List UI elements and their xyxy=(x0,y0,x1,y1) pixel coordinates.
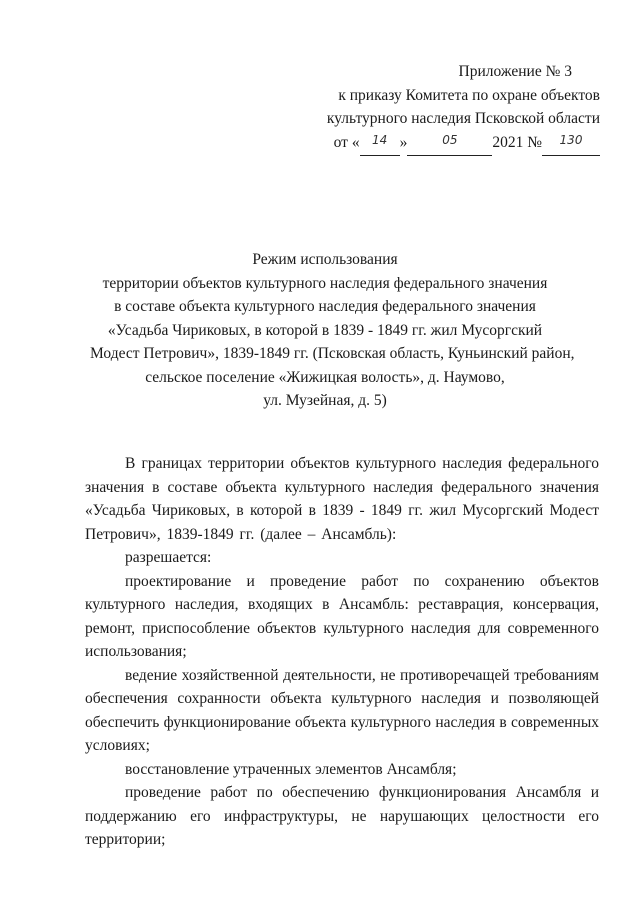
order-date-line xyxy=(300,131,600,157)
permitted-item: ведение хозяйственной деятельности, не противоречащей требованиям обеспечения сохранности объекта культурного наследия и позволяющей обеспечить функционирование объекта культурного наследия в современных условиях; xyxy=(85,666,599,754)
permitted-heading: разрешается: xyxy=(125,549,212,566)
permitted-item: восстановление утраченных элементов Ансамбля; xyxy=(125,760,457,778)
date-close-quote: » xyxy=(399,133,408,151)
order-number-handwritten: 130 xyxy=(559,132,583,147)
appendix-header xyxy=(300,60,600,156)
intro-paragraph: В границах территории объектов культурного наследия федерального значения в составе объекта культурного наследия федерального значения «Усадьба Чириковых, в которой в 1839 - 1849 гг. жил Мусоргский Модест Петрович», 1839-1849 гг. (далее – Ансамбль): xyxy=(85,455,599,543)
title-line: сельское поселение «Жижицкая волость», д. Наумово, xyxy=(145,368,505,386)
title-line: ул. Музейная, д. 5) xyxy=(263,392,387,409)
title-line: Режим использования xyxy=(252,251,398,268)
order-reference: к приказу Комитета по охране объектов xyxy=(338,86,600,104)
date-day-field xyxy=(360,131,400,157)
title-line: Модест Петрович», 1839-1849 гг. (Псковская область, Куньинский район, xyxy=(90,345,575,362)
order-number-field xyxy=(542,131,600,157)
permitted-item: проведение работ по обеспечению функционирования Ансамбля и поддержанию его инфраструктуры, не нарушающих целостности его территории; xyxy=(85,784,599,848)
date-month-field xyxy=(407,131,492,157)
permitted-item: проектирование и проведение работ по сохранению объектов культурного наследия, входящих в Ансамбль: реставрация, консервация, ремонт, приспособление объектов культурного наследия для современного использования; xyxy=(85,572,599,660)
date-year-number-label: 2021 № xyxy=(492,133,542,151)
date-month-handwritten: 05 xyxy=(442,132,458,147)
document-body xyxy=(85,452,599,852)
title-line: «Усадьба Чириковых, в которой в 1839 - 1849 гг. жил Мусоргский xyxy=(107,321,543,339)
committee-name: культурного наследия Псковской области xyxy=(326,110,600,127)
date-prefix: от « xyxy=(333,133,360,151)
date-day-handwritten: 14 xyxy=(371,132,388,147)
document-title xyxy=(90,248,575,413)
title-line: территории объектов культурного наследия федерального значения xyxy=(102,274,548,292)
title-line: в составе объекта культурного наследия федерального значения xyxy=(114,298,536,315)
appendix-number: Приложение № 3 xyxy=(458,63,572,80)
